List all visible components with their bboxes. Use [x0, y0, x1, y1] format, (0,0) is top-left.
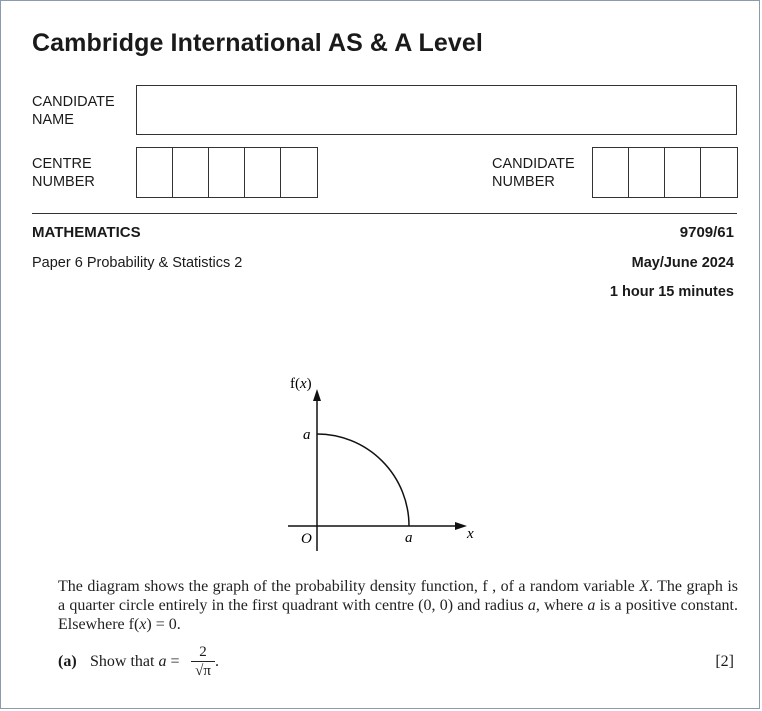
- paper-name: Paper 6 Probability & Statistics 2: [32, 255, 243, 271]
- part-a-prefix: Show that: [90, 653, 159, 670]
- y-intercept-label: a: [303, 427, 311, 443]
- part-a-equals: =: [166, 653, 180, 670]
- centre-number-label-line1: CENTRE: [32, 156, 92, 172]
- x-axis-arrowhead: [455, 522, 467, 530]
- quarter-circle-curve: [317, 434, 409, 526]
- stem-variable: a: [527, 597, 536, 614]
- marks-allocation: [2]: [715, 653, 734, 670]
- stem-text: is a positive constant. Elsewhere f(: [58, 597, 738, 633]
- exam-session: May/June 2024: [631, 255, 734, 271]
- stem-text: The diagram shows the graph of the probability density function, f , of a random variable: [58, 578, 640, 595]
- part-a-label: (a): [58, 653, 77, 670]
- origin-label: O: [301, 531, 312, 547]
- fraction-numerator: 2: [199, 644, 207, 660]
- stem-text: , where: [535, 597, 588, 614]
- exam-duration: 1 hour 15 minutes: [609, 284, 734, 300]
- question-stem: [58, 577, 738, 634]
- x-intercept-label: a: [405, 530, 413, 546]
- fraction-bar: [191, 661, 215, 662]
- centre-number-label-line2: NUMBER: [32, 174, 95, 190]
- candidate-number-label-line2: NUMBER: [492, 174, 555, 190]
- fraction: [191, 644, 215, 680]
- paper-code: 9709/61: [679, 224, 734, 241]
- stem-variable: a: [587, 597, 596, 614]
- part-a-suffix: .: [215, 653, 219, 670]
- page-title: Cambridge International AS & A Level: [32, 29, 483, 57]
- y-axis-arrowhead: [313, 389, 321, 401]
- stem-variable: x: [139, 616, 147, 633]
- part-a-text: [90, 653, 179, 671]
- stem-variable: X: [639, 578, 649, 595]
- y-axis-label: f(x): [290, 376, 312, 392]
- part-a-variable: a: [158, 653, 167, 670]
- fraction-denominator: √π: [195, 663, 211, 679]
- candidate-name-label-line1: CANDIDATE: [32, 94, 115, 110]
- subject-title: MATHEMATICS: [32, 224, 141, 241]
- stem-text: . The graph is a quarter circle entirely in the first quadrant with centre (0, 0) and radius: [58, 578, 739, 614]
- x-axis-label: x: [467, 526, 474, 542]
- candidate-number-label-line1: CANDIDATE: [492, 156, 575, 172]
- stem-text: ) = 0.: [146, 616, 181, 633]
- candidate-name-label-line2: NAME: [32, 112, 74, 128]
